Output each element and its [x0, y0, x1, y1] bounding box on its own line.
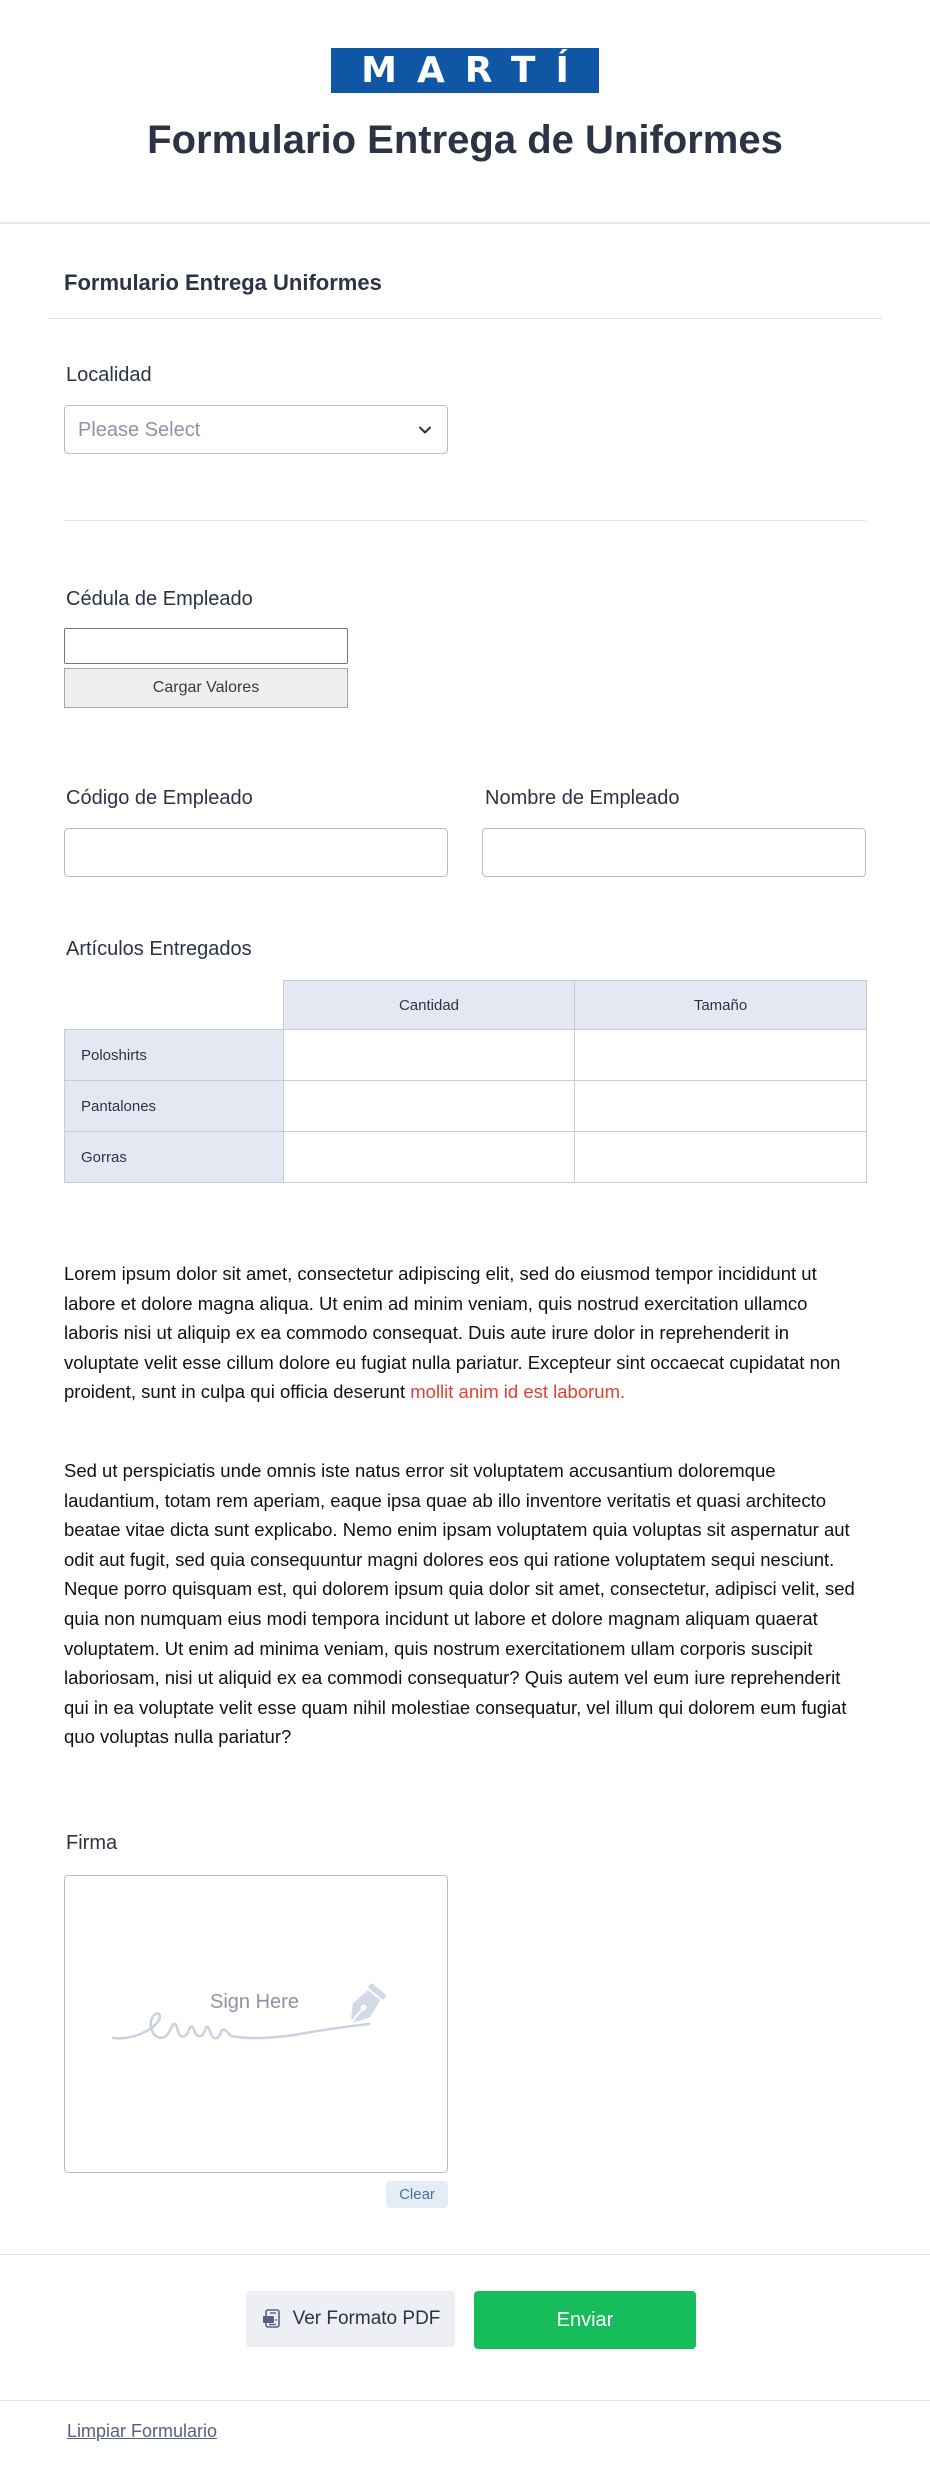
localidad-placeholder: Please Select — [78, 419, 201, 441]
articulos-matrix — [64, 980, 867, 1183]
clear-form-link[interactable]: Limpiar Formulario — [67, 2421, 218, 2441]
codigo-label: Código de Empleado — [66, 787, 253, 809]
column-header-cantidad: Cantidad — [284, 981, 575, 1030]
signature-pad[interactable] — [64, 1875, 448, 2173]
table-row — [65, 1132, 867, 1183]
submit-button[interactable]: Enviar — [474, 2291, 696, 2349]
row-header-pantalones: Pantalones — [65, 1081, 284, 1132]
codigo-input[interactable] — [64, 828, 448, 877]
localidad-label: Localidad — [66, 364, 152, 386]
pdf-document-icon — [261, 2308, 283, 2330]
cedula-input[interactable] — [64, 628, 348, 664]
footer-divider — [0, 2254, 930, 2255]
tamano-poloshirts-input[interactable] — [575, 1030, 867, 1081]
cantidad-gorras-input[interactable] — [284, 1132, 575, 1183]
section-title: Formulario Entrega Uniformes — [64, 270, 382, 295]
column-header-tamano: Tamaño — [575, 981, 867, 1030]
cantidad-pantalones-input[interactable] — [284, 1081, 575, 1132]
ver-pdf-label: Ver Formato PDF — [292, 2308, 441, 2329]
nombre-input[interactable] — [482, 828, 866, 877]
articulos-label: Artículos Entregados — [66, 938, 252, 960]
bottom-divider — [0, 2400, 930, 2401]
marti-logo — [331, 48, 599, 93]
form-header — [0, 0, 930, 224]
paragraph-1-highlight: mollit anim id est laborum. — [410, 1381, 626, 1403]
row-header-poloshirts: Poloshirts — [65, 1030, 284, 1081]
tamano-pantalones-input[interactable] — [575, 1081, 867, 1132]
table-row — [65, 1081, 867, 1132]
field-divider — [64, 520, 866, 521]
cargar-valores-button[interactable]: Cargar Valores — [64, 668, 348, 708]
localidad-select[interactable] — [64, 405, 448, 454]
logo-text: MARTÍ — [361, 50, 589, 91]
firma-label: Firma — [66, 1832, 118, 1854]
matrix-corner — [65, 981, 284, 1030]
paragraph-1-text: Lorem ipsum dolor sit amet, consectetur adipiscing elit, sed do eiusmod tempor incididunt ut labore et dolore magna aliqua. Ut enim ad minim veniam, quis nostrud exercitation ullamco laboris nisi ut aliquip ex ea commodo consequat. Duis aute irure dolor in reprehenderit in voluptate velit esse cillum dolore eu fugiat nulla pariatur. Excepteur sint occaecat cupidatat non proident, sunt in culpa qui officia deserunt — [64, 1263, 841, 1403]
section-divider — [48, 318, 882, 319]
chevron-down-icon — [417, 422, 433, 438]
tamano-gorras-input[interactable] — [575, 1132, 867, 1183]
table-row — [65, 1030, 867, 1081]
ver-pdf-button[interactable] — [246, 2291, 455, 2347]
cantidad-poloshirts-input[interactable] — [284, 1030, 575, 1081]
text-paragraph-2: Sed ut perspiciatis unde omnis iste natus error sit voluptatem accusantium doloremque laudantium, totam rem aperiam, eaque ipsa quae ab illo inventore veritatis et quasi architecto beatae vitae dicta sunt explicabo. Nemo enim ipsam voluptatem quia voluptas sit aspernatur aut odit aut fugit, sed quia consequuntur magni dolores eos qui ratione voluptatem sequi nesciunt. Neque porro quisquam est, qui dolorem ipsum quia dolor sit amet, consectetur, adipisci velit, sed quia non numquam eius modi tempora incidunt ut labore et dolore magnam aliquam quaerat voluptatem. Ut enim ad minima veniam, quis nostrum exercitationem ullam corporis suscipit laboriosam, nisi ut aliquid ex ea commodi consequatur? Quis autem vel eum iure reprehenderit qui in ea voluptate velit esse quam nihil molestiae consequatur, vel illum qui dolorem eum fugiat quo voluptas nulla pariatur? — [64, 1460, 855, 1748]
nombre-label: Nombre de Empleado — [485, 787, 680, 809]
row-header-gorras: Gorras — [65, 1132, 284, 1183]
clear-signature-button[interactable]: Clear — [386, 2181, 448, 2208]
cedula-label: Cédula de Empleado — [66, 588, 253, 610]
page-title: Formulario Entrega de Uniformes — [147, 118, 783, 162]
sign-here-hint: Sign Here — [210, 1991, 299, 2013]
text-paragraph-1 — [64, 1259, 866, 1407]
